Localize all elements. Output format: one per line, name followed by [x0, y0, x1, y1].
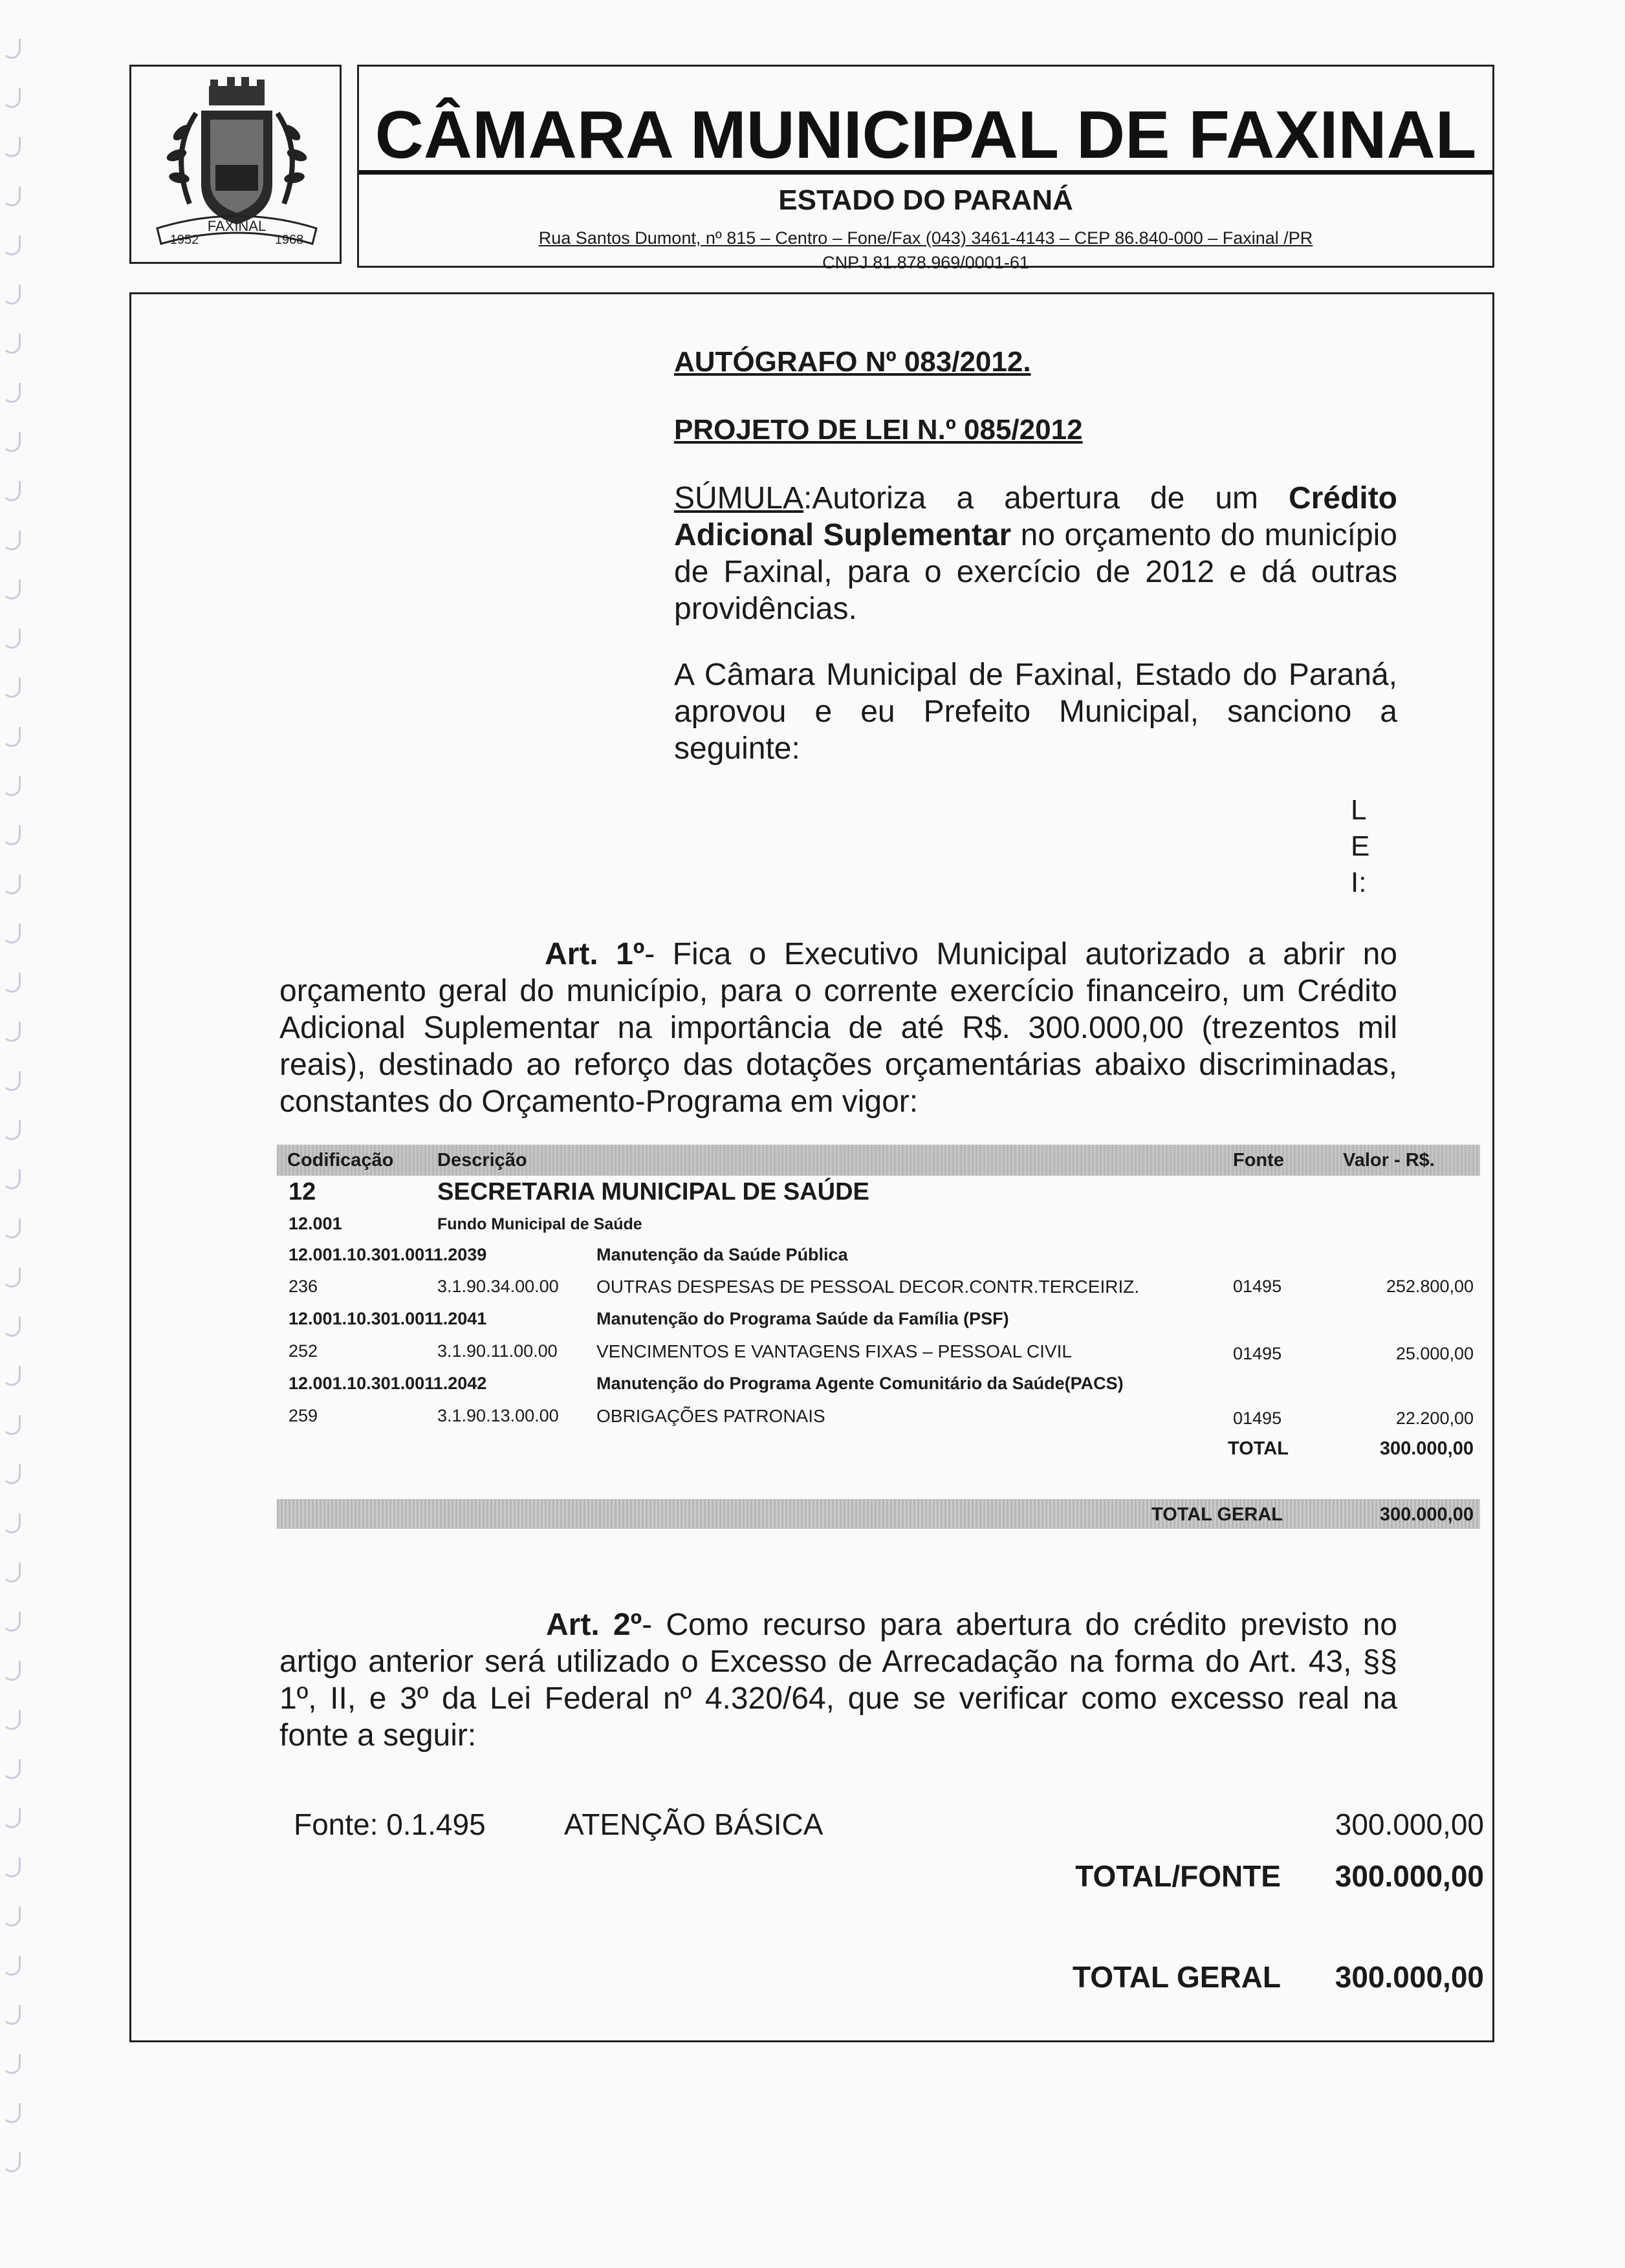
binder-hole	[3, 1022, 21, 1042]
lei-vertical	[1351, 792, 1390, 901]
total-geral-value: 300.000,00	[1335, 1960, 1484, 1994]
binder-hole	[3, 137, 21, 157]
table-row-secretaria-name: SECRETARIA MUNICIPAL DE SAÚDE	[437, 1178, 869, 1205]
binder-hole	[3, 235, 21, 255]
binder-hole	[3, 383, 21, 403]
binder-hole	[3, 727, 21, 747]
table-header	[277, 1145, 1480, 1176]
cnpj-line: CNPJ 81.878.969/0001-61	[822, 253, 1029, 268]
table-row-element: 3.1.90.11.00.00	[437, 1341, 558, 1361]
article-2-label: Art. 2º	[546, 1608, 642, 1642]
binder-hole	[3, 334, 21, 354]
col-fonte: Fonte	[1233, 1150, 1284, 1171]
binder-hole	[3, 285, 21, 305]
binder-hole	[3, 1956, 21, 1976]
binder-hole	[3, 923, 21, 944]
table-footer	[277, 1499, 1480, 1529]
fonte-label: Fonte: 0.1.495	[294, 1808, 486, 1841]
binder-hole	[3, 530, 21, 550]
table-row-desc: VENCIMENTOS E VANTAGENS FIXAS – PESSOAL CIVIL	[596, 1341, 1072, 1361]
sumula-label: SÚMULA	[674, 481, 804, 515]
grand-total-value: 300.000,00	[1379, 1504, 1474, 1525]
binder-hole	[3, 1562, 21, 1582]
table-row-action-name: Manutenção da Saúde Pública	[596, 1245, 848, 1264]
binder-hole	[3, 481, 21, 501]
binder-hole	[3, 1906, 21, 1927]
address-line: Rua Santos Dumont, nº 815 – Centro – Fone/Fax (043) 3461-4143 – CEP 86.840-000 – Faxinal /PR	[538, 228, 1313, 248]
fonte-value: 300.000,00	[1335, 1808, 1484, 1841]
table-total-label: TOTAL	[1228, 1438, 1289, 1459]
sumula-paragraph	[674, 480, 1397, 627]
table-row-valor: 25.000,00	[1395, 1344, 1474, 1363]
total-fonte-label: TOTAL/FONTE	[1075, 1859, 1281, 1893]
header-title-box	[357, 65, 1494, 268]
col-codificacao: Codificação	[287, 1150, 394, 1171]
table-total-value: 300.000,00	[1379, 1438, 1474, 1459]
binder-hole	[3, 1464, 21, 1484]
binder-hole	[3, 39, 21, 59]
table-row-fundo-name: Fundo Municipal de Saúde	[437, 1215, 642, 1233]
binder-hole	[3, 1317, 21, 1337]
article-1-label: Art. 1º	[545, 937, 645, 971]
binder-hole	[3, 973, 21, 993]
binder-holes	[0, 39, 32, 2238]
binder-hole	[3, 825, 21, 845]
table-row-element: 3.1.90.34.00.00	[437, 1277, 559, 1296]
binder-hole	[3, 1808, 21, 1828]
sumula-bold: Crédito Adicional Suplementar	[674, 481, 1397, 552]
total-fonte-value: 300.000,00	[1335, 1859, 1484, 1893]
binder-hole	[3, 2152, 21, 2172]
chamber-title: CÂMARA MUNICIPAL DE FAXINAL	[375, 98, 1477, 173]
binder-hole	[3, 1661, 21, 1681]
grand-total-label: TOTAL GERAL	[1151, 1504, 1283, 1525]
sumula-text-1: :Autoriza a abertura de um	[803, 481, 1289, 515]
table-row-element: 3.1.90.13.00.00	[437, 1406, 559, 1425]
binder-hole	[3, 2103, 21, 2123]
binder-hole	[3, 1071, 21, 1091]
lei-letter-l: L	[1351, 794, 1367, 826]
fonte-desc: ATENÇÃO BÁSICA	[564, 1808, 823, 1841]
table-row-valor: 22.200,00	[1395, 1409, 1474, 1428]
table-row-action-code: 12.001.10.301.0011.2039	[289, 1245, 487, 1264]
article-2	[279, 1606, 1397, 1754]
table-row-action-name: Manutenção do Programa Saúde da Família (PSF)	[596, 1309, 1009, 1328]
binder-hole	[3, 1415, 21, 1435]
binder-hole	[3, 1366, 21, 1386]
binder-hole	[3, 1612, 21, 1632]
total-geral-label: TOTAL GERAL	[1073, 1960, 1281, 1994]
table-row-valor: 252.800,00	[1386, 1277, 1474, 1296]
binder-hole	[3, 1857, 21, 1877]
binder-hole	[3, 1169, 21, 1189]
projeto-heading: PROJETO DE LEI N.º 085/2012	[674, 414, 1083, 446]
table-row-action-code: 12.001.10.301.0011.2041	[289, 1309, 487, 1328]
table-row-item: 259	[289, 1406, 318, 1425]
svg-text:FAXINAL: FAXINAL	[207, 218, 267, 234]
article-1	[279, 936, 1397, 1120]
table-row-fundo-code: 12.001	[289, 1214, 342, 1233]
binder-hole	[3, 874, 21, 894]
binder-hole	[3, 88, 21, 108]
table-row-item: 252	[289, 1341, 318, 1361]
binder-hole	[3, 432, 21, 452]
binder-hole	[3, 776, 21, 796]
binder-hole	[3, 1513, 21, 1533]
binder-hole	[3, 186, 21, 206]
article-2-text: - Como recurso para abertura do crédito previsto no artigo anterior será utilizado o Excesso de Arrecadação na forma do Art. 43, §§ 1º, II, e 3º da Lei Federal nº 4.320/64, que se verificar como excesso real na fonte a seguir:	[279, 1608, 1397, 1753]
lei-letter-i: I:	[1351, 867, 1367, 898]
col-descricao: Descrição	[437, 1150, 527, 1171]
table-row-action-name: Manutenção do Programa Agente Comunitário da Saúde(PACS)	[596, 1374, 1124, 1393]
table-row-item: 236	[289, 1277, 318, 1296]
binder-hole	[3, 629, 21, 649]
table-row-desc: OUTRAS DESPESAS DE PESSOAL DECOR.CONTR.TERCEIRIZ.	[596, 1277, 1140, 1297]
binder-hole	[3, 1218, 21, 1238]
binder-hole	[3, 1759, 21, 1779]
table-row-fonte: 01495	[1233, 1277, 1282, 1296]
table-row-action-code: 12.001.10.301.0011.2042	[289, 1374, 487, 1393]
autografo-heading: AUTÓGRAFO Nº 083/2012.	[674, 346, 1031, 378]
lei-letter-e: E	[1351, 830, 1370, 862]
sumula-text-2: no orçamento do município de Faxinal, para o exercício de 2012 e dá outras providências.	[674, 518, 1397, 626]
svg-text:1968: 1968	[274, 233, 304, 247]
binder-hole	[3, 1268, 21, 1288]
title-rule	[359, 170, 1492, 175]
svg-text:1952: 1952	[169, 233, 199, 247]
binder-hole	[3, 579, 21, 599]
table-row-desc: OBRIGAÇÕES PATRONAIS	[596, 1406, 825, 1426]
preamble-paragraph: A Câmara Municipal de Faxinal, Estado do Paraná, aprovou e eu Prefeito Municipal, sanciono a seguinte:	[674, 658, 1397, 766]
binder-hole	[3, 2005, 21, 2025]
col-valor: Valor - R$.	[1343, 1150, 1435, 1171]
binder-hole	[3, 2054, 21, 2074]
table-row-secretaria-code: 12	[289, 1178, 316, 1205]
binder-hole	[3, 678, 21, 698]
binder-hole	[3, 1120, 21, 1140]
table-row-fonte: 01495	[1233, 1409, 1282, 1428]
coat-of-arms-box	[129, 65, 342, 264]
coat-of-arms-icon	[151, 74, 323, 255]
article-1-text: - Fica o Executivo Municipal autorizado a abrir no orçamento geral do município, para o corrente exercício financeiro, um Crédito Adicional Suplementar na importância de até R$. 300.000,00 (trezentos mil reais), destinado ao reforço das dotações orçamentárias abaixo discriminadas, constantes do Orçamento-Programa em vigor:	[279, 937, 1397, 1119]
state-name: ESTADO DO PARANÁ	[778, 184, 1073, 216]
binder-hole	[3, 1710, 21, 1730]
table-row-fonte: 01495	[1233, 1344, 1282, 1363]
